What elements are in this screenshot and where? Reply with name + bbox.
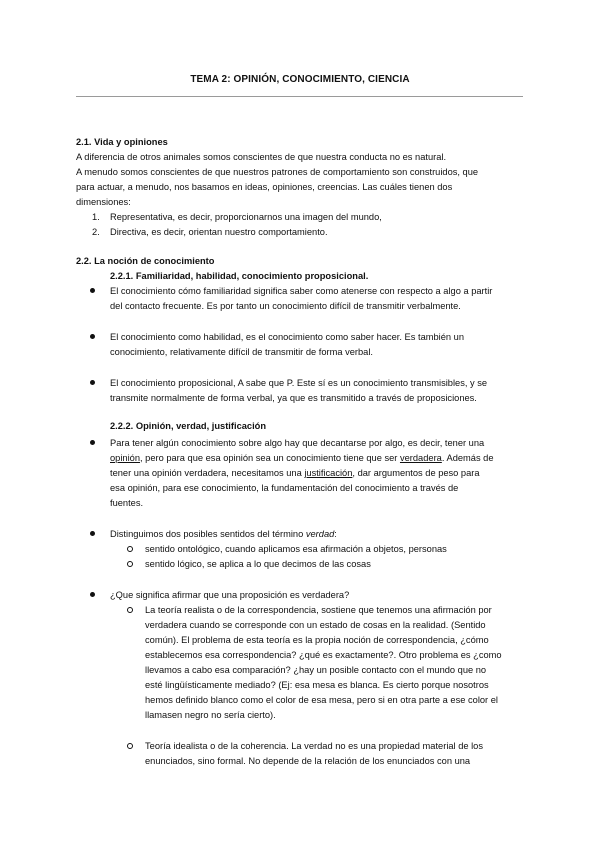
sub-bullet-line: llevamos a cabo esa comparación? ¿hay un posible contacto con el mundo que no — [145, 665, 487, 675]
paragraph-line: dimensiones: — [76, 197, 131, 207]
title-divider — [76, 96, 523, 97]
sub-bullet-icon — [127, 607, 133, 613]
document-title: TEMA 2: OPINIÓN, CONOCIMIENTO, CIENCIA — [190, 74, 410, 85]
bullet-line: conocimiento, relativamente difícil de transmitir de forma verbal. — [110, 347, 374, 357]
sub-bullet-line: enunciados, sino formal. No depende de la relación de los enunciados con una — [145, 756, 471, 766]
paragraph-line: para actuar, a menudo, nos basamos en ideas, opiniones, creencias. Las cuáles tienen dos — [76, 182, 453, 192]
sub-bullet-line: común). El problema de esta teoría es la propia noción de correspondencia, ¿cómo — [145, 635, 489, 645]
sub-bullet-line: esté lingüísticamente mediado? (Ej: esa mesa es blanca. Es cierto porque nosotros — [145, 680, 489, 690]
underlined-term: opinión — [110, 453, 140, 463]
sub-bullet-line: sentido lógico, se aplica a lo que decimos de las cosas — [145, 559, 371, 569]
bullet-line: El conocimiento como habilidad, es el conocimiento como saber hacer. Es también un — [110, 332, 464, 342]
bullet-icon — [90, 440, 95, 445]
bullet-line: esa opinión, para ese conocimiento, la fundamentación del conocimiento a través de — [110, 483, 459, 493]
paragraph-line: A menudo somos conscientes de que nuestros patrones de comportamiento son construidos, que — [76, 167, 479, 177]
section-heading-2-1: 2.1. Vida y opiniones — [76, 137, 168, 147]
underlined-term: justificación — [304, 468, 353, 478]
section-heading-2-2: 2.2. La noción de conocimiento — [76, 256, 215, 266]
list-number: 2. — [92, 227, 100, 237]
sub-bullet-line: La teoría realista o de la correspondencia, sostiene que tenemos una afirmación por — [145, 605, 492, 615]
subsection-heading-2-2-2: 2.2.2. Opinión, verdad, justificación — [110, 421, 267, 431]
bullet-icon — [90, 334, 95, 339]
bullet-line: ¿Que significa afirmar que una proposición es verdadera? — [110, 590, 350, 600]
bullet-line: Para tener algún conocimiento sobre algo hay que decantarse por algo, es decir, tener una — [110, 438, 485, 448]
subsection-heading-2-2-1: 2.2.1. Familiaridad, habilidad, conocimiento proposicional. — [110, 271, 369, 281]
bullet-line: opinión, pero para que esa opinión sea un conocimiento tiene que ser verdadera. Además de — [110, 453, 494, 463]
bullet-line: El conocimiento proposicional, A sabe que P. Este sí es un conocimiento transmisibles, y se — [110, 378, 488, 388]
list-item: Representativa, es decir, proporcionarnos una imagen del mundo, — [110, 212, 382, 222]
bullet-line: El conocimiento cómo familiaridad significa saber como atenerse con respecto a algo a partir — [110, 286, 493, 296]
sub-bullet-line: llamasen negro no sería cierto). — [145, 710, 276, 720]
sub-bullet-line: verdadera cuando se corresponde con un estado de cosas en la realidad. (Sentido — [145, 620, 486, 630]
bullet-icon — [90, 531, 95, 536]
sub-bullet-icon — [127, 561, 133, 567]
sub-bullet-line: Teoría idealista o de la coherencia. La verdad no es una propiedad material de los — [145, 741, 484, 751]
bullet-line: transmite normalmente de forma verbal, ya que es transmitido a través de proposiciones. — [110, 393, 477, 403]
list-number: 1. — [92, 212, 100, 222]
bullet-line: fuentes. — [110, 498, 144, 508]
sub-bullet-icon — [127, 546, 133, 552]
bullet-icon — [90, 288, 95, 293]
bullet-line: Distinguimos dos posibles sentidos del término verdad: — [110, 529, 337, 539]
bullet-line: tener una opinión verdadera, necesitamos una justificación, dar argumentos de peso para — [110, 468, 480, 478]
underlined-term: verdadera — [399, 453, 442, 463]
sub-bullet-line: sentido ontológico, cuando aplicamos esa afirmación a objetos, personas — [145, 544, 447, 554]
bullet-icon — [90, 592, 95, 597]
list-item: Directiva, es decir, orientan nuestro comportamiento. — [110, 227, 328, 237]
bullet-line: del contacto frecuente. Es por tanto un conocimiento difícil de transmitir verbalmente. — [110, 301, 461, 311]
bullet-icon — [90, 380, 95, 385]
sub-bullet-icon — [127, 743, 133, 749]
sub-bullet-line: establecemos esa correspondencia? ¿qué es exactamente?. Otro problema es ¿como — [145, 650, 502, 660]
sub-bullet-line: hemos definido blanco como el color de esa mesa, pero si en otra parte a ese color el — [145, 695, 498, 705]
paragraph-line: A diferencia de otros animales somos conscientes de que nuestra conducta no es natural. — [76, 152, 447, 162]
italic-term: verdad — [305, 529, 335, 539]
